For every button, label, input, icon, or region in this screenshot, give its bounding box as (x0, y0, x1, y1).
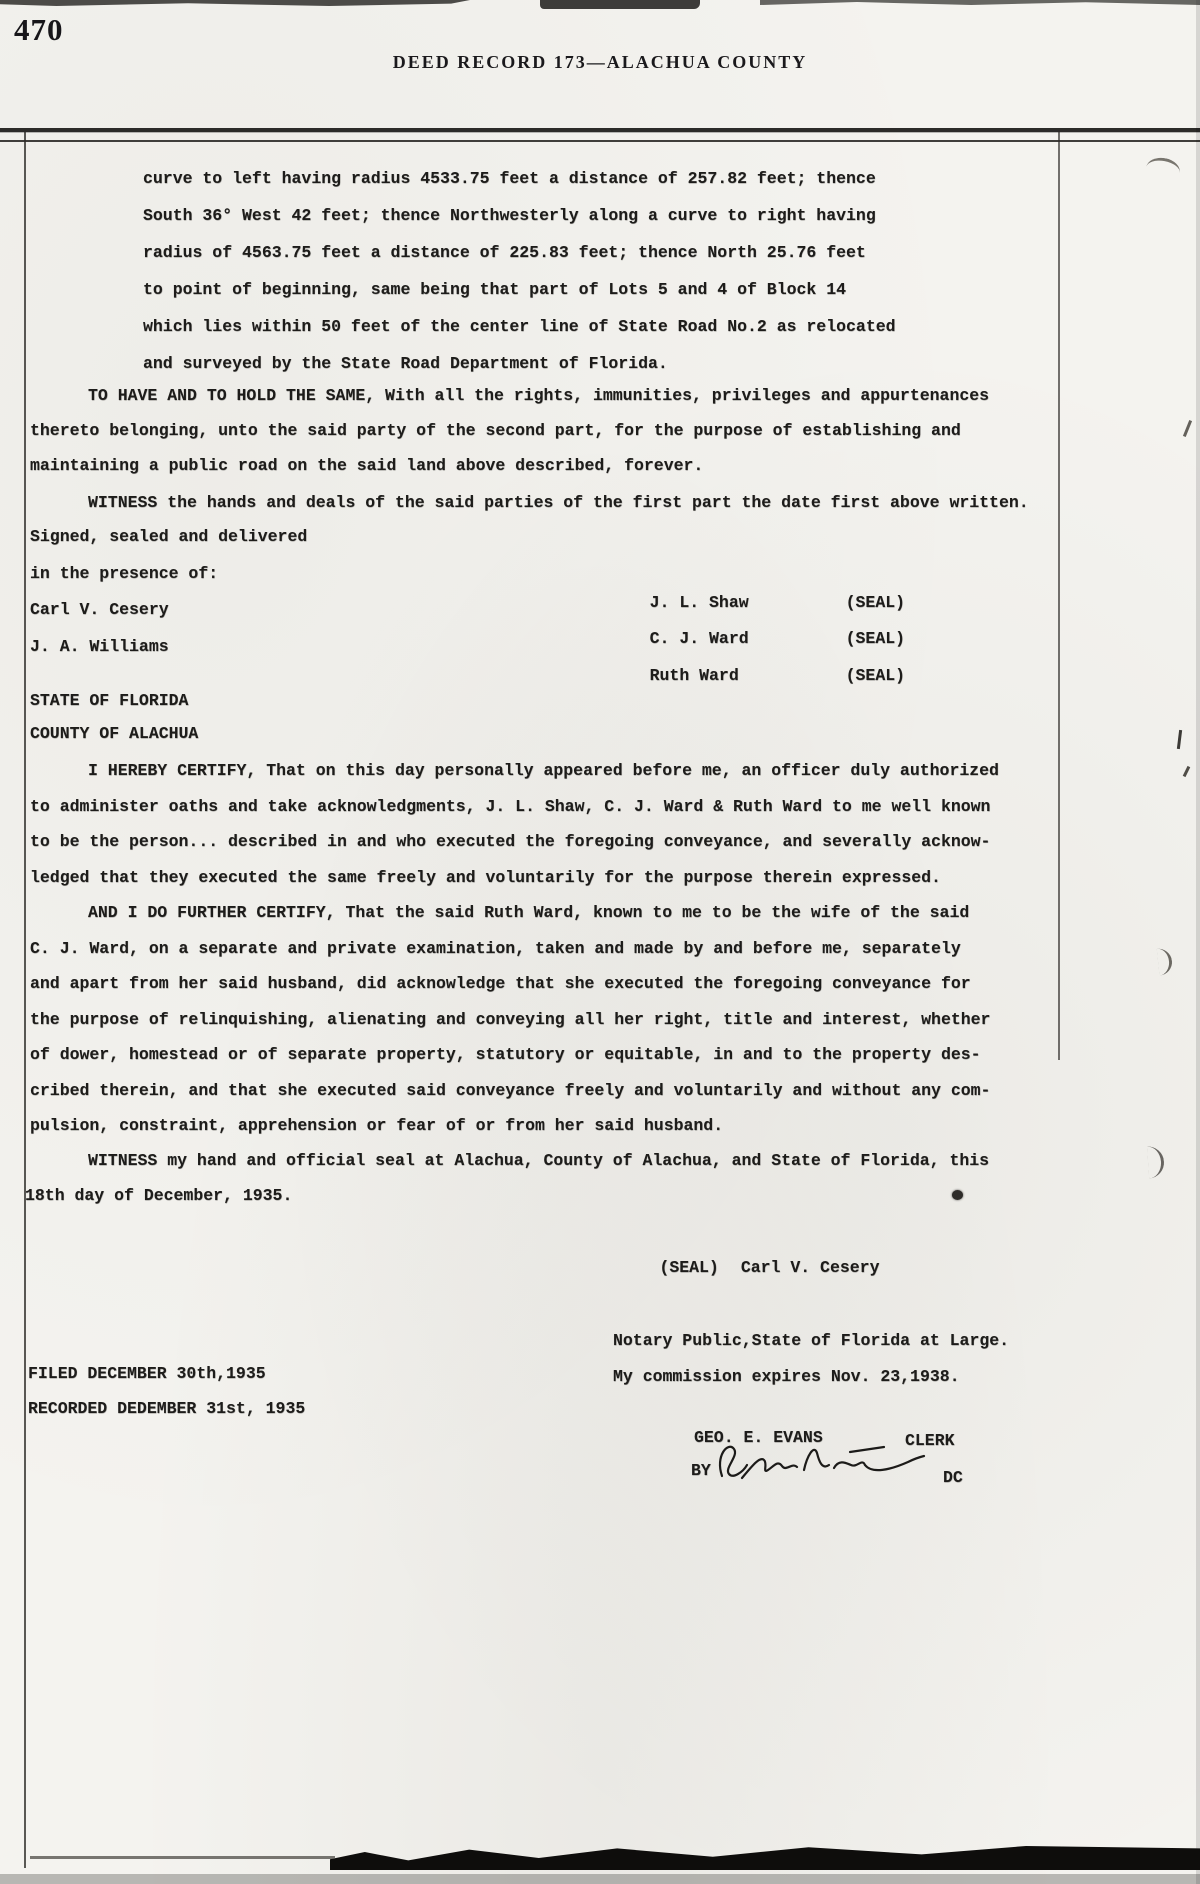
text-line: cribed therein, and that she executed said conveyance freely and voluntarily and without any com- (30, 1080, 991, 1100)
seal-label: (SEAL) (845, 629, 906, 648)
text-line: maintaining a public road on the said land above described, forever. (30, 456, 704, 475)
scan-artifact-top-edge (760, 0, 1200, 5)
deputy-clerk-initials: DC (943, 1468, 963, 1487)
scan-artifact-bottom-smear (0, 1874, 1200, 1884)
text-line: pulsion, constraint, apprehension or fear of or from her said husband. (30, 1116, 724, 1135)
left-margin-line (24, 130, 26, 1868)
text-line: curve to left having radius 4533.75 feet a distance of 257.82 feet; thence (143, 169, 876, 188)
text-line: radius of 4563.75 feet a distance of 225.83 feet; thence North 25.76 feet (143, 243, 866, 262)
scan-artifact-bottom-line (30, 1856, 335, 1859)
witness-seal-paragraph (25, 1143, 1125, 1213)
text-line: Signed, sealed and delivered (30, 527, 308, 546)
text-line: in the presence of: (30, 563, 219, 583)
text-line: to be the person... described in and who executed the foregoing conveyance, and severally acknow- (30, 832, 991, 851)
venue-block (30, 684, 430, 750)
notary-title-line: Notary Public,State of Florida at Large. (613, 1330, 1010, 1350)
page-title: DEED RECORD 173—ALACHUA COUNTY (392, 52, 808, 72)
text-line: C. J. Ward, on a separate and private examination, taken and made by and before me, separately (30, 938, 961, 958)
text-line: South 36° West 42 feet; thence Northwesterly along a curve to right having (143, 206, 876, 225)
scan-artifact-margin-mark (1147, 1145, 1165, 1178)
text-line: to point of beginning, same being that part of Lots 5 and 4 of Block 14 (143, 280, 847, 299)
text-line: to administer oaths and take acknowledgments, J. L. Shaw, C. J. Ward & Ruth Ward to me well known (30, 796, 991, 816)
filing-block (28, 1356, 528, 1426)
text-line: WITNESS the hands and deals of the said parties of the first part the date first above written. (88, 493, 1029, 512)
notary-commission-line: My commission expires Nov. 23,1938. (613, 1367, 960, 1386)
seal-label: (SEAL) (845, 666, 906, 685)
text-line: FILED DECEMBER 30th,1935 (28, 1364, 266, 1383)
habendum-paragraph (30, 378, 1130, 483)
clerk-by-label: BY (691, 1461, 711, 1480)
text-line: which lies within 50 feet of the center line of State Road No.2 as relocated (143, 317, 896, 336)
text-line: J. A. Williams (30, 636, 169, 656)
seal-label: (SEAL) (659, 1257, 719, 1277)
legal-description-block (143, 160, 1043, 382)
text-line: STATE OF FLORIDA (30, 691, 189, 710)
text-line: Carl V. Cesery (30, 600, 169, 619)
scan-artifact-top-blob (540, 0, 700, 9)
text-line: 18th day of December, 1935. (25, 1186, 293, 1205)
notary-block (600, 1213, 1060, 1396)
text-line: and surveyed by the State Road Department of Florida. (143, 354, 668, 373)
scan-artifact-margin-mark (1183, 420, 1192, 437)
text-line: of dower, homestead or of separate property, statutory or equitable, in and to the property des- (30, 1045, 981, 1064)
text-line: the purpose of relinquishing, alienating and conveying all her right, title and interest, whether (30, 1009, 991, 1029)
text-line: AND I DO FURTHER CERTIFY, That the said Ruth Ward, known to me to be the wife of the said (88, 903, 970, 922)
text-line: COUNTY OF ALACHUA (30, 724, 199, 743)
text-line: ledged that they executed the same freely and voluntarily for the purpose therein expressed. (30, 867, 941, 887)
deputy-clerk-signature (712, 1436, 927, 1488)
signature-row (610, 647, 905, 704)
text-line: and apart from her said husband, did acknowledge that she executed the foregoing conveyance for (30, 974, 971, 993)
signatory-name: J. L. Shaw (649, 593, 749, 612)
signed-sealed-block (30, 519, 450, 665)
page-number: 470 (14, 12, 64, 47)
scan-artifact-top-edge (0, 0, 470, 6)
notary-seal-line (600, 1213, 1060, 1323)
scan-artifact-margin-mark (1157, 947, 1174, 975)
text-line: thereto belonging, unto the said party of the second part, for the purpose of establishing and (30, 421, 961, 440)
text-line: RECORDED DEDEMBER 31st, 1935 (28, 1399, 306, 1418)
text-line: I HEREBY CERTIFY, That on this day personally appeared before me, an officer duly authorized (88, 761, 999, 780)
scan-artifact-ink-dot (952, 1190, 963, 1200)
scan-artifact-bottom-band (330, 1846, 1200, 1870)
seal-label: (SEAL) (845, 593, 906, 612)
certificate-paragraph (30, 753, 1130, 895)
scan-artifact-margin-mark (1144, 155, 1182, 185)
page-edge-shadow (1196, 0, 1200, 1884)
witness-clause (88, 485, 1188, 520)
scan-artifact-margin-mark (1183, 766, 1191, 777)
signatory-name: Ruth Ward (649, 666, 739, 685)
clerk-name: GEO. E. EVANS (694, 1428, 823, 1447)
text-line: TO HAVE AND TO HOLD THE SAME, With all the rights, immunities, privileges and appurtenances (88, 386, 990, 405)
text-line: WITNESS my hand and official seal at Alachua, County of Alachua, and State of Florida, this (88, 1151, 990, 1170)
header-rule-thick (0, 128, 1200, 132)
signatory-name: C. J. Ward (649, 629, 749, 648)
further-certificate-paragraph (30, 895, 1130, 1144)
notary-name: Carl V. Cesery (740, 1257, 880, 1277)
header-rule-thin (0, 140, 1200, 142)
scan-artifact-margin-mark (1177, 730, 1182, 749)
clerk-title: CLERK (905, 1431, 955, 1450)
